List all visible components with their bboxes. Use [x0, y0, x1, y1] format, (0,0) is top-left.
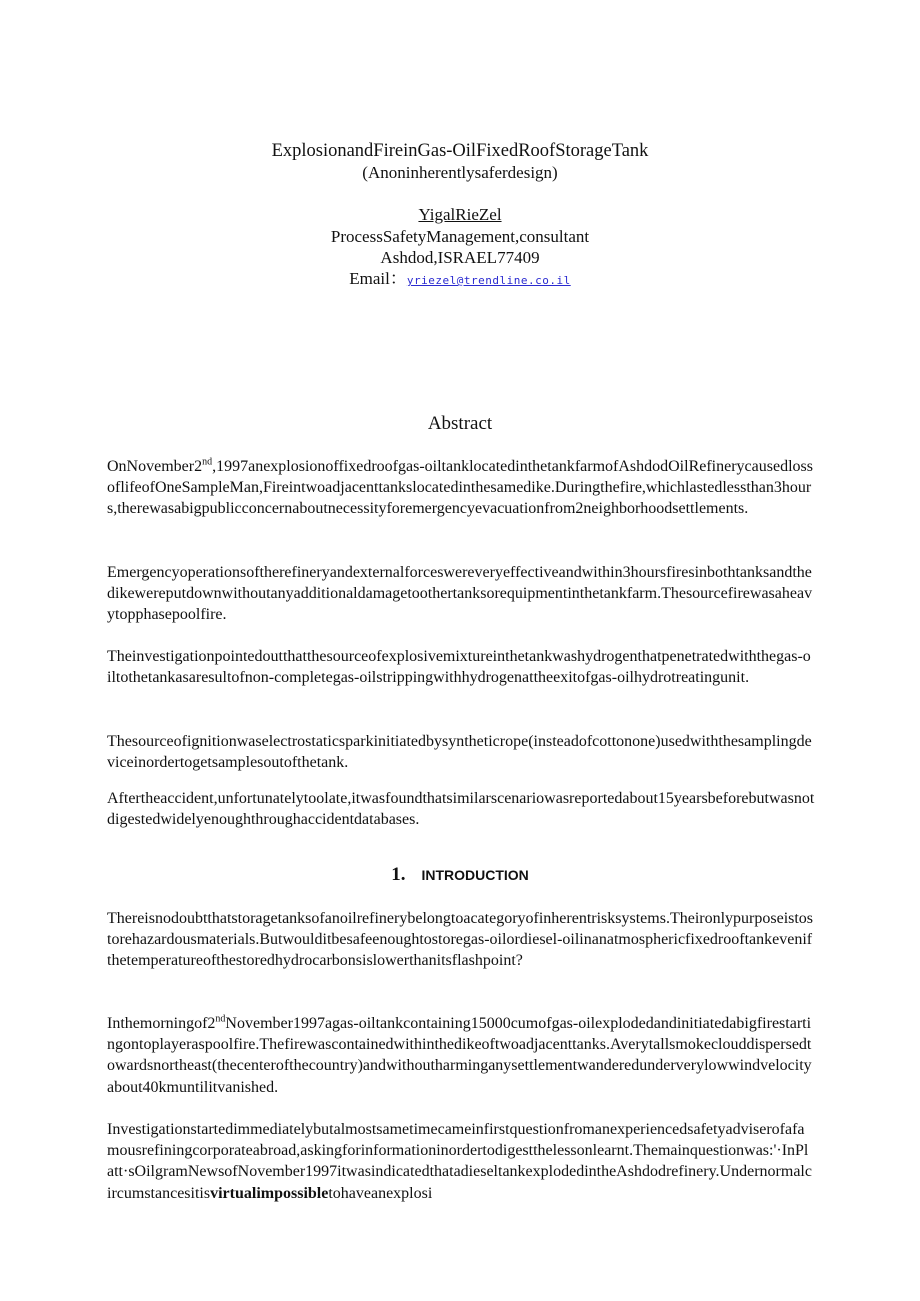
- email-label: Email：: [349, 269, 407, 288]
- abstract-p1-text-b: ,1997anexplosionoffixedroofgas-oiltanklocatedinthetankfarmofAshdodOilRefinerycausedlossoflifeofOneSampleMan,Fireintwoadjacenttankslocatedinthesamedike.Duringthefire,whichlastedlessthan3hours,therewasabigpublicconcernaboutnecessityforemergencyevacuationfrom2neighborhoodsettlements.: [107, 458, 813, 518]
- author-location: Ashdod,ISRAEL77409: [380, 248, 540, 267]
- intro-paragraph-2: [107, 1013, 815, 1098]
- abstract-paragraph-1: [107, 456, 815, 520]
- author-affiliation: ProcessSafetyManagement,consultant: [330, 227, 590, 246]
- paper-subtitle: (Anoninherentlysaferdesign): [362, 163, 558, 182]
- intro-p2-superscript: nd: [215, 1013, 226, 1025]
- section-number: 1.: [391, 864, 406, 885]
- abstract-paragraph-3: Theinvestigationpointedoutthatthesourceofexplosivemixtureinthetankwashydrogenthatpenetratedwiththegas-oiltothetankasaresultofnon-completegas-oilstrippingwithhydrogenattheexitofgas-oilhydrotreatingunit.: [107, 648, 811, 687]
- abstract-paragraph-4: Thesourceofignitionwaselectrostaticsparkinitiatedbysyntheticrope(insteadofcottonone)usedwiththesamplingdeviceinordertogetsamplesoutofthetank.: [107, 733, 812, 772]
- abstract-paragraph-5: Aftertheaccident,unfortunatelytoolate,itwasfoundthatsimilarscenariowasreportedabout15yearsbeforebutwasnotdigestedwidelyenoughthroughaccidentdatabases.: [107, 790, 815, 829]
- intro-p2-text-a: Inthemorningof2: [107, 1015, 216, 1032]
- section-label: INTRODUCTION: [421, 867, 529, 883]
- intro-p2-text-b: November1997agas-oiltankcontaining15000cumofgas-oilexplodedandinitiatedabigfirestartingontoplayeraspoolfire.Thefirewascontainedwithinthedikeoftwoadjacenttanks.Averytallsmokeclouddispersedtowardsnortheast(thecenterofthecountry)andwithoutharminganysettlementwanderedunderverylowwindvelocityabout40kmuntilitvanished.: [107, 1015, 812, 1096]
- introduction-heading: [0, 862, 920, 889]
- abstract-heading: Abstract: [427, 413, 493, 434]
- intro-p3-text-b: tohaveanexplosi: [328, 1184, 433, 1202]
- paper-title: ExplosionandFireinGas-OilFixedRoofStorageTank: [271, 141, 649, 161]
- intro-p3-text-a: Investigationstartedimmediatelybutalmostsametimecameinfirstquestionfromanexperiencedsafetyadviserofafamousrefiningcorporateabroad,askingforinformationinordertodigestthelessonlearnt.Themainquestionwas:'·InPlatt·sOilgramNewsofNovember1997itwasindicatedthatadieseltankexplodedintheAshdodrefinery.Undernormalcircumstancesitis: [107, 1121, 812, 1202]
- abstract-p1-superscript: nd: [202, 456, 213, 468]
- intro-paragraph-1: Thereisnodoubtthatstoragetanksofanoilrefinerybelongtoacategoryofinherentrisksystems.Theironlypurposeistostorehazardousmaterials.Butwoulditbesafeenoughtostoregas-oilordiesel-oilinanatmosphericfixedrooftankevenifthetemperatureofthestoredhydrocarbonsislowerthanitsflashpoint?: [107, 910, 814, 970]
- intro-p3-bold-text: virtualimpossible: [210, 1184, 329, 1202]
- intro-paragraph-3: [107, 1119, 815, 1204]
- email-line: [0, 268, 920, 292]
- email-link[interactable]: yriezel@trendline.co.il: [406, 274, 571, 287]
- abstract-p1-text-a: OnNovember2: [107, 458, 203, 475]
- author-name[interactable]: YigalRieZel: [418, 205, 502, 224]
- abstract-paragraph-2: Emergencyoperationsoftherefineryandexternalforceswereveryeffectiveandwithin3hoursfiresinbothtanksandthedikewereputdownwithoutanyadditionaldamagetoothertanksorequipmentinthetankfarm.Thesourcefirewasaheavytopphasepoolfire.: [107, 564, 813, 624]
